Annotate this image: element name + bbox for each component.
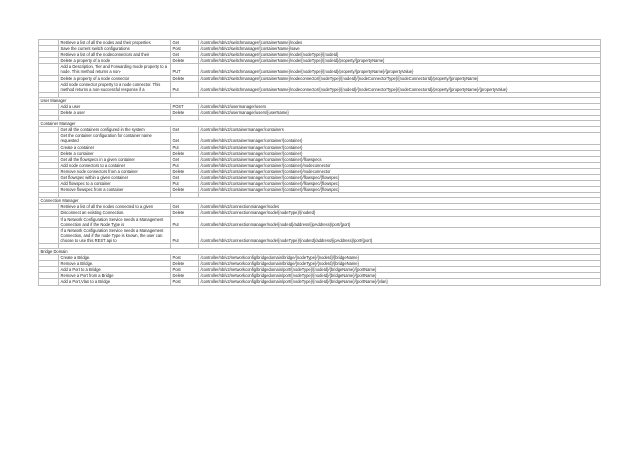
url-cell: /controller/nb/v2/networkconfig/bridgedomain/port/{nodeType}/{nodeId}/{bridgeName}/{portName}/{vlan} [199, 279, 601, 285]
url-cell: /controller/nb/v2/connectionmanager/node/{nodeType}/{nodeId} [199, 210, 601, 216]
description-cell: Remove node connectors from a container [59, 168, 171, 174]
description-cell: Add a Description, Tier and Forwarding mode property to a node. This method returns a non- [59, 64, 171, 75]
description-cell: Remove a Port from a Bridge [59, 273, 171, 279]
url-cell: /controller/nb/v2/networkconfig/bridgedomain/bridge/{nodeType}/{nodeId}/{bridgeName} [199, 255, 601, 261]
indent-cell [39, 133, 59, 144]
description-cell: Disconnect an existing Connection. [59, 210, 171, 216]
method-cell: Delete [171, 261, 199, 267]
url-cell: /controller/nb/v2/containermanager/container/{container}/flowspec/{flowspec} [199, 174, 601, 180]
url-cell: /controller/nb/v2/containermanager/container/{container}/nodeconnector [199, 168, 601, 174]
description-cell: If a Network Configuration Service needs a Management Connection, and if the node Type is known, the user can choose to use this REST api to [59, 227, 171, 243]
url-cell: /controller/nb/v2/containermanager/container/{container} [199, 150, 601, 156]
method-cell: Get [171, 174, 199, 180]
table-row [39, 227, 601, 243]
description-cell: Get the container configuration for container name requested [59, 133, 171, 144]
description-cell: Add node connectors to a container [59, 162, 171, 168]
url-cell: /controller/nb/v2/networkconfig/bridgedomain/bridge/{nodeType}/{nodeId}/{bridgeName} [199, 261, 601, 267]
url-cell: /controller/nb/v2/containermanager/container/{container}/flowspec/{flowspec} [199, 181, 601, 187]
method-cell: Get [171, 52, 199, 58]
url-cell: /controller/nb/v2/switchmanager/{containerName}/nodeconnector/{nodeType}/{nodeId}/{nodeConnectorType}/{nodeConnectorId}/property/{propertyName}/{propertyValue} [199, 81, 601, 92]
table-row [39, 133, 601, 144]
method-cell: Post [171, 267, 199, 273]
url-cell: /controller/nb/v2/containermanager/container/{container} [199, 133, 601, 144]
description-cell: Delete a property of a node [59, 58, 171, 64]
description-cell: Add a user [59, 103, 171, 109]
description-cell: Remove a Bridge. [59, 261, 171, 267]
description-cell: Get flowspec within a given container [59, 174, 171, 180]
url-cell: /controller/nb/v2/switchmanager/{containerName}/nodeconnector/{nodeType}/{nodeId}/{nodeConnectorType}/{nodeConnectorId}/property/{propertyName} [199, 75, 601, 81]
description-cell: If a Network Configuration Service needs a Management Connection and if the Node Type is [59, 216, 171, 227]
description-cell: Retrieve a list of all the nodes and their properties [59, 40, 171, 46]
description-cell: Add flowspec to a container [59, 181, 171, 187]
method-cell: Delete [171, 187, 199, 193]
method-cell: Get [171, 40, 199, 46]
description-cell: Get all the flowspecs in a given container [59, 156, 171, 162]
description-cell: Delete a user [59, 110, 171, 116]
method-cell: Get [171, 133, 199, 144]
url-cell: /controller/nb/v2/containermanager/container/{container} [199, 144, 601, 150]
url-cell: /controller/nb/v2/networkconfig/bridgedomain/port/{nodeType}/{nodeId}/{bridgeName}/{portName} [199, 273, 601, 279]
method-cell: Post [171, 46, 199, 52]
url-cell: /controller/nb/v2/connectionmanager/nodes [199, 204, 601, 210]
method-cell: Put [171, 162, 199, 168]
description-cell: Retrieve a list of all the nodeconnectors and their [59, 52, 171, 58]
description-cell: Delete a container [59, 150, 171, 156]
method-cell: Delete [171, 110, 199, 116]
indent-cell [39, 279, 59, 285]
method-cell: Delete [171, 58, 199, 64]
description-cell: Remove flowspec from a container [59, 187, 171, 193]
url-cell: /controller/nb/v2/connectionmanager/node/{nodeId}/address/{ipAddress}/port/{port} [199, 216, 601, 227]
table-row [39, 216, 601, 227]
table-row [39, 279, 601, 285]
method-cell: Get [171, 127, 199, 133]
url-cell: /controller/nb/v2/containermanager/containers [199, 127, 601, 133]
section-title: Container Manager [39, 121, 601, 127]
indent-cell [39, 64, 59, 75]
url-cell: /controller/nb/v2/switchmanager/{containerName}/node/{nodeType}/{nodeId} [199, 52, 601, 58]
description-cell: Add node connector property to a node connector. This method returns a non-successful response if a [59, 81, 171, 92]
method-cell: Post [171, 255, 199, 261]
url-cell: /controller/nb/v2/switchmanager/{containerName}/node/{nodeType}/{nodeId}/property/{propertyName} [199, 58, 601, 64]
url-cell: /controller/nb/v2/containermanager/container/{container}/flowspec/{flowspec} [199, 187, 601, 193]
url-cell: /controller/nb/v2/connectionmanager/node/{nodeType}/{nodeId}/address/{ipAddress}/port/{port} [199, 227, 601, 243]
indent-cell [39, 227, 59, 243]
method-cell: Post [171, 279, 199, 285]
method-cell: Get [171, 204, 199, 210]
method-cell: Put [171, 227, 199, 243]
method-cell: Delete [171, 75, 199, 81]
description-cell: Save the current switch configurations [59, 46, 171, 52]
api-endpoint-table [38, 39, 601, 286]
description-cell: Get all the containers configured in the system [59, 127, 171, 133]
method-cell: Delete [171, 150, 199, 156]
method-cell: Delete [171, 273, 199, 279]
indent-cell [39, 216, 59, 227]
method-cell: Put [171, 144, 199, 150]
method-cell: Delete [171, 168, 199, 174]
table-row [39, 81, 601, 92]
url-cell: /controller/nb/v2/containermanager/container/{container}/flowspecs [199, 156, 601, 162]
url-cell: /controller/nb/v2/usermanager/users [199, 103, 601, 109]
table-row [39, 64, 601, 75]
document-page [38, 39, 600, 286]
method-cell: Put [171, 216, 199, 227]
method-cell: Put [171, 81, 199, 92]
url-cell: /controller/nb/v2/switchmanager/{containerName}/node/{nodeType}/{nodeId}/property/{propertyName}/{propertyValue} [199, 64, 601, 75]
method-cell: PUT [171, 64, 199, 75]
url-cell: /controller/nb/v2/containermanager/container/{container}/nodeconnector [199, 162, 601, 168]
method-cell: Delete [171, 210, 199, 216]
section-title: Bridge Domain [39, 249, 601, 255]
section-title: User Manager [39, 97, 601, 103]
description-cell: Create a container [59, 144, 171, 150]
method-cell: Put [171, 181, 199, 187]
url-cell: /controller/nb/v2/switchmanager/{containerName}/save [199, 46, 601, 52]
indent-cell [39, 81, 59, 92]
description-cell: Add a Port,Vlan to a Bridge [59, 279, 171, 285]
description-cell: Create a Bridge. [59, 255, 171, 261]
description-cell: Add a Port to a Bridge [59, 267, 171, 273]
description-cell: Delete a property of a node connector [59, 75, 171, 81]
method-cell: Get [171, 156, 199, 162]
method-cell: POST [171, 103, 199, 109]
url-cell: /controller/nb/v2/switchmanager/{containerName}/nodes [199, 40, 601, 46]
section-title: Connection Manager [39, 198, 601, 204]
url-cell: /controller/nb/v2/usermanager/users/{userName} [199, 110, 601, 116]
url-cell: /controller/nb/v2/networkconfig/bridgedomain/port/{nodeType}/{nodeId}/{bridgeName}/{portName} [199, 267, 601, 273]
description-cell: Retrieve a list of all the nodes connected to a given [59, 204, 171, 210]
